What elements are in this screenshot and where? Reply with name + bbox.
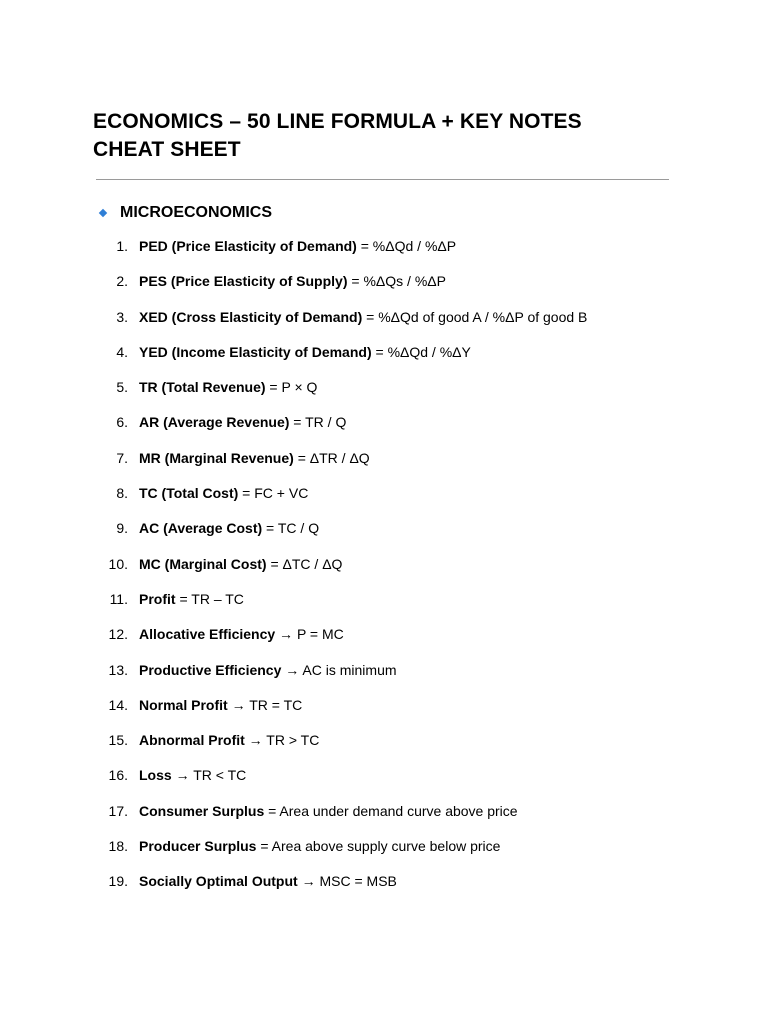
- list-item-formula: = %ΔQs / %ΔP: [347, 273, 446, 290]
- list-item-number: 19.: [108, 873, 128, 890]
- list-item-number: 5.: [116, 379, 128, 396]
- list-item-content: [139, 625, 344, 643]
- page-title: [93, 108, 693, 164]
- list-item-term: PES (Price Elasticity of Supply): [139, 273, 348, 290]
- list-item-formula: = %ΔQd / %ΔP: [356, 238, 457, 254]
- list-item-formula: = ΔTR / ΔQ: [293, 449, 370, 466]
- list-item: [0, 378, 768, 413]
- list-item-formula: = Area above supply curve below price: [256, 838, 501, 855]
- list-item-formula: = FC + VC: [238, 485, 309, 502]
- list-item-term: TR (Total Revenue): [139, 379, 266, 396]
- list-item-content: [139, 484, 308, 502]
- list-item-content: [139, 413, 346, 431]
- list-item-content: [139, 519, 319, 537]
- list-item-content: [139, 766, 246, 784]
- list-item: [0, 484, 768, 519]
- list-item-term: Producer Surplus: [139, 838, 257, 855]
- list-item-formula: = TR – TC: [175, 590, 244, 607]
- list-item: [0, 237, 768, 272]
- list-item-term: Socially Optimal Output: [139, 873, 298, 890]
- list-item-term: Allocative Efficiency: [139, 626, 276, 643]
- list-item: [0, 731, 768, 766]
- list-item-number: 1.: [116, 238, 128, 254]
- list-item-number: 7.: [116, 449, 128, 466]
- list-item: [0, 661, 768, 696]
- list-item-number: 13.: [108, 661, 128, 678]
- list-item-number: 10.: [108, 555, 128, 572]
- list-item-formula: = ΔTC / ΔQ: [266, 555, 343, 572]
- list-item-term: Profit: [139, 590, 176, 607]
- list-item-number: 18.: [108, 838, 128, 855]
- list-item-term: Productive Efficiency: [139, 661, 282, 678]
- list-item-formula: = TC / Q: [262, 520, 320, 537]
- section-title: MICROECONOMICS: [120, 204, 272, 221]
- list-item-number: 9.: [116, 520, 128, 537]
- list-item-formula: → TR = TC: [227, 696, 303, 713]
- list-item-formula: → TR > TC: [244, 732, 320, 749]
- list-item-term: MC (Marginal Cost): [139, 555, 267, 572]
- list-item-number: 4.: [116, 343, 128, 360]
- list-item-content: [139, 696, 302, 714]
- list-item: [0, 837, 768, 872]
- list-item-content: [139, 343, 471, 361]
- list-item-term: Loss: [139, 767, 172, 784]
- list-item-formula: → AC is minimum: [281, 661, 397, 678]
- list-item-number: 8.: [116, 485, 128, 502]
- list-item-content: [139, 308, 587, 326]
- list-item: [0, 872, 768, 907]
- list-item-content: [139, 378, 317, 396]
- list-item-content: [139, 731, 319, 749]
- list-item: [0, 272, 768, 307]
- list-item-term: AC (Average Cost): [139, 520, 263, 537]
- list-item-term: PED (Price Elasticity of Demand): [139, 238, 357, 254]
- diamond-bullet-icon: [99, 209, 107, 217]
- list-item-number: 12.: [108, 626, 128, 643]
- list-item-number: 11.: [109, 590, 128, 607]
- list-item-content: [139, 237, 456, 255]
- section-heading: [99, 203, 272, 223]
- page-title-line-1: ECONOMICS – 50 LINE FORMULA + KEY NOTES: [93, 110, 582, 133]
- list-item-formula: = P × Q: [265, 379, 318, 396]
- list-item-content: [139, 272, 446, 290]
- list-item: [0, 766, 768, 801]
- list-item-number: 6.: [116, 414, 128, 431]
- list-item-number: 17.: [108, 802, 128, 819]
- list-item: [0, 308, 768, 343]
- list-item-formula: = TR / Q: [289, 414, 347, 431]
- list-item-term: Normal Profit: [139, 696, 228, 713]
- list-item-term: XED (Cross Elasticity of Demand): [139, 308, 363, 325]
- list-item-formula: → MSC = MSB: [297, 873, 397, 890]
- page-title-line-2: CHEAT SHEET: [93, 138, 241, 161]
- list-item-content: [139, 555, 342, 573]
- list-item: [0, 343, 768, 378]
- list-item: [0, 696, 768, 731]
- list-item-formula: = %ΔQd of good A / %ΔP of good B: [362, 308, 588, 325]
- list-item-formula: = Area under demand curve above price: [264, 802, 518, 819]
- list-item-content: [139, 837, 500, 855]
- list-item-content: [139, 872, 397, 890]
- list-item-content: [139, 590, 244, 608]
- list-item-term: YED (Income Elasticity of Demand): [139, 343, 372, 360]
- list-item: [0, 449, 768, 484]
- list-item: [0, 625, 768, 660]
- list-item-number: 3.: [116, 308, 128, 325]
- list-item-term: AR (Average Revenue): [139, 414, 290, 431]
- list-item-content: [139, 802, 518, 820]
- list-item-content: [139, 661, 397, 679]
- horizontal-divider: [96, 179, 669, 180]
- list-item-number: 15.: [108, 732, 128, 749]
- list-item: [0, 590, 768, 625]
- list-item-number: 16.: [108, 767, 128, 784]
- list-item: [0, 555, 768, 590]
- list-item: [0, 519, 768, 554]
- list-item-term: Abnormal Profit: [139, 732, 245, 749]
- list-item-formula: = %ΔQd / %ΔY: [371, 343, 471, 360]
- formula-list: [0, 237, 768, 908]
- list-item-formula: → TR < TC: [171, 767, 247, 784]
- list-item-number: 2.: [116, 273, 128, 290]
- list-item-formula: → P = MC: [275, 626, 344, 643]
- list-item-term: Consumer Surplus: [139, 802, 265, 819]
- list-item: [0, 413, 768, 448]
- list-item-term: MR (Marginal Revenue): [139, 449, 294, 466]
- list-item-content: [139, 449, 370, 467]
- list-item-number: 14.: [108, 696, 128, 713]
- list-item: [0, 802, 768, 837]
- list-item-term: TC (Total Cost): [139, 485, 239, 502]
